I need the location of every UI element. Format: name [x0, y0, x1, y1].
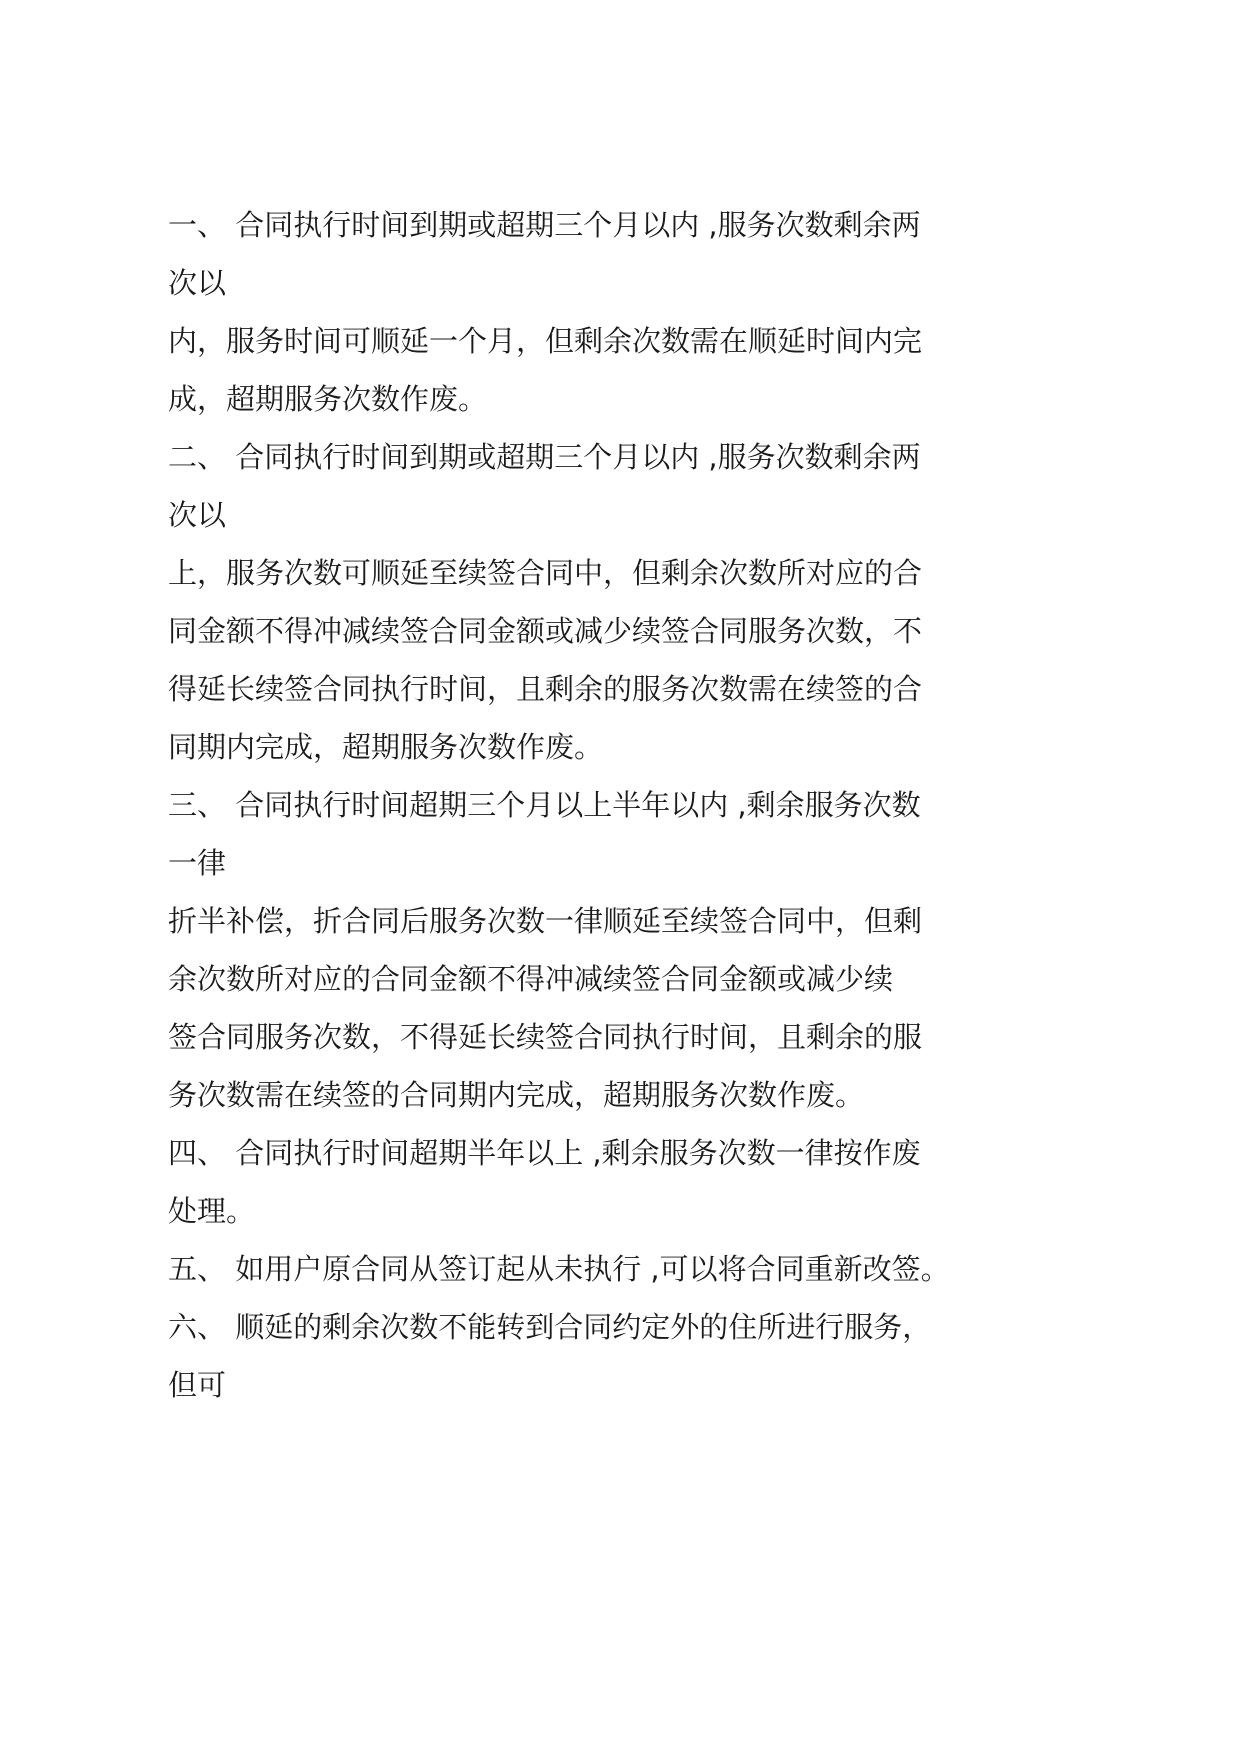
text-line: 内，服务时间可顺延一个月，但剩余次数需在顺延时间内完 — [168, 324, 923, 358]
text-line: 成，超期服务次数作废。 — [168, 382, 488, 416]
text-line: 同期内完成，超期服务次数作废。 — [168, 730, 604, 764]
text-line: 三、 合同执行时间超期三个月以上半年以内 ,剩余服务次数 — [168, 788, 921, 822]
text-line: 同金额不得冲减续签合同金额或减少续签合同服务次数，不 — [168, 614, 923, 648]
text-line: 次以 — [168, 498, 227, 532]
text-line: 务次数需在续签的合同期内完成，超期服务次数作废。 — [168, 1078, 865, 1112]
text-line: 次以 — [168, 266, 227, 300]
document-body — [168, 196, 968, 1414]
text-line: 五、 如用户原合同从签订起从未执行 ,可以将合同重新改签。 — [168, 1252, 950, 1286]
text-line: 六、 顺延的剩余次数不能转到合同约定外的住所进行服务， — [168, 1310, 932, 1344]
text-line: 一律 — [168, 846, 227, 880]
text-line: 二、 合同执行时间到期或超期三个月以内 ,服务次数剩余两 — [168, 440, 921, 474]
text-line: 折半补偿，折合同后服务次数一律顺延至续签合同中，但剩 — [168, 904, 923, 938]
text-line: 签合同服务次数，不得延长续签合同执行时间，且剩余的服 — [168, 1020, 923, 1054]
text-line: 得延长续签合同执行时间，且剩余的服务次数需在续签的合 — [168, 672, 923, 706]
text-line: 上，服务次数可顺延至续签合同中，但剩余次数所对应的合 — [168, 556, 923, 590]
text-line: 但可 — [168, 1368, 227, 1402]
text-line: 处理。 — [168, 1194, 256, 1228]
text-line: 一、 合同执行时间到期或超期三个月以内 ,服务次数剩余两 — [168, 208, 921, 242]
text-line: 余次数所对应的合同金额不得冲减续签合同金额或减少续 — [168, 962, 894, 996]
text-line: 四、 合同执行时间超期半年以上 ,剩余服务次数一律按作废 — [168, 1136, 921, 1170]
